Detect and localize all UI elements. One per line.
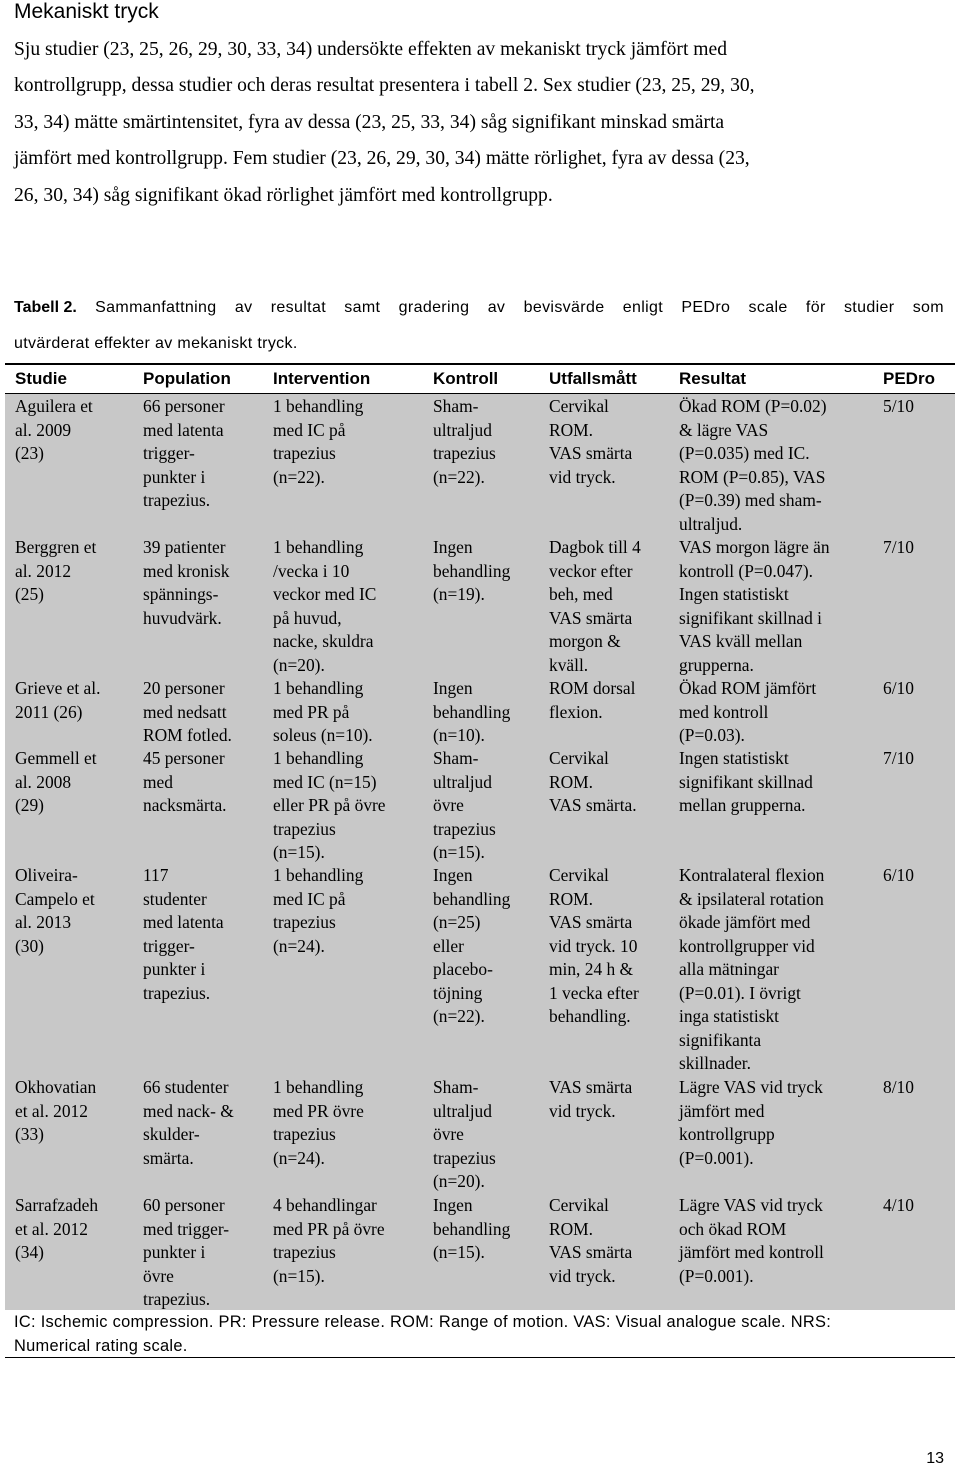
table-cell: Kontralateral flexion & ipsilateral rotation ökade jämfört med kontrollgrupper vid alla mätningar (P=0.01). I övrigt inga statistiskt signifikanta skillnader. [679, 865, 825, 1073]
paragraph-line: 26, 30, 34) såg signifikant ökad rörlighet jämfört med kontrollgrupp. [14, 184, 553, 206]
table-cell: 117 studenter med latenta trigger- punkter i trapezius. [143, 865, 224, 1003]
caption-word: samt [344, 299, 381, 316]
results-table [5, 363, 955, 1310]
table-cell: 1 behandling med IC (n=15) eller PR på övre trapezius (n=15). [273, 748, 386, 862]
page-number: 13 [926, 1450, 944, 1467]
table-cell: 20 personer med nedsatt ROM fotled. [143, 678, 232, 745]
table-cell: Aguilera et al. 2009 (23) [15, 396, 93, 463]
caption-word: gradering [398, 299, 470, 316]
table-cell: Ökad ROM jämfört med kontroll (P=0.03). [679, 678, 817, 745]
table-cell: 6/10 [883, 678, 914, 698]
table-cell: Ingen behandling (n=15). [433, 1195, 511, 1262]
column-header: Utfallsmått [549, 369, 637, 388]
paragraph-line: Sju studier (23, 25, 26, 29, 30, 33, 34) undersökte effekten av mekaniskt tryck jämfört med [14, 39, 728, 60]
table-cell: Gemmell et al. 2008 (29) [15, 748, 97, 815]
table-cell: Cervikal ROM. VAS smärta vid tryck. [549, 1195, 633, 1286]
table-cell: Lägre VAS vid tryck och ökad ROM jämfört med kontroll (P=0.001). [679, 1195, 824, 1286]
table-cell: 1 behandling /vecka i 10 veckor med IC på huvud, nacke, skuldra (n=20). [273, 537, 377, 675]
caption-word: Sammanfattning [95, 299, 217, 316]
table-cell: Okhovatian et al. 2012 (33) [15, 1077, 97, 1144]
table-cell: 7/10 [883, 748, 914, 768]
table-cell: Lägre VAS vid tryck jämfört med kontrollgrupp (P=0.001). [679, 1077, 823, 1168]
column-header: PEDro [883, 369, 935, 388]
table-cell: Sham- ultraljud övre trapezius (n=15). [433, 748, 496, 862]
table-cell: 7/10 [883, 537, 914, 557]
paragraph-line: kontrollgrupp, dessa studier och deras resultat presentera i tabell 2. Sex studier (23, 25, 29, 30, [14, 75, 755, 97]
table-cell: ROM dorsal flexion. [549, 678, 636, 722]
column-header: Resultat [679, 369, 747, 388]
caption-word: enligt [622, 299, 664, 316]
table-cell: Ökad ROM (P=0.02) & lägre VAS (P=0.035) med IC. ROM (P=0.85), VAS (P=0.39) med sham- ultraljud. [679, 396, 827, 534]
column-header: Intervention [273, 369, 371, 388]
table-cell: 60 personer med trigger- punkter i övre trapezius. [143, 1195, 230, 1309]
caption-word: resultat [270, 299, 326, 316]
table-cell: 1 behandling med PR övre trapezius (n=24). [273, 1077, 364, 1168]
table-bottom-rule [5, 1357, 955, 1358]
table-cell: Ingen statistiskt signifikant skillnad mellan grupperna. [679, 748, 813, 815]
table-cell: 39 patienter med kronisk spännings- huvudvärk. [143, 537, 230, 628]
caption-word: som [912, 299, 944, 316]
footnote-line: IC: Ischemic compression. PR: Pressure release. ROM: Range of motion. VAS: Visual analogue scale. NRS: [14, 1313, 832, 1331]
table-cell: Sarrafzadeh et al. 2012 (34) [15, 1195, 99, 1262]
table-cell: Sham- ultraljud trapezius (n=22). [433, 396, 496, 487]
table-cell: VAS morgon lägre än kontroll (P=0.047). Ingen statistiskt signifikant skillnad i VAS kväll mellan grupperna. [679, 537, 830, 675]
table-cell: 5/10 [883, 396, 914, 416]
table-cell: 1 behandling med IC på trapezius (n=22). [273, 396, 364, 487]
table-cell: 66 personer med latenta trigger- punkter i trapezius. [143, 396, 225, 510]
caption-word: för [805, 299, 826, 316]
table-cell: Berggren et al. 2012 (25) [15, 537, 97, 604]
table-cell: 45 personer med nacksmärta. [143, 748, 227, 815]
caption-word: scale [748, 299, 788, 316]
table-cell: Sham- ultraljud övre trapezius (n=20). [433, 1077, 496, 1191]
caption-word: av [234, 299, 253, 316]
table-cell: 1 behandling med PR på soleus (n=10). [273, 678, 373, 745]
table-cell: Ingen behandling (n=19). [433, 537, 511, 604]
column-header: Population [143, 369, 231, 388]
caption-label: Tabell 2. [14, 299, 77, 316]
column-header: Studie [15, 369, 67, 388]
section-paragraph [14, 32, 944, 214]
caption-word: av [487, 299, 506, 316]
table-cell: 66 studenter med nack- & skulder- smärta. [143, 1077, 234, 1168]
paragraph-line: jämfört med kontrollgrupp. Fem studier (23, 26, 29, 30, 34) mätte rörlighet, fyra av dessa (23, [14, 148, 750, 170]
table-cell: 4 behandlingar med PR på övre trapezius (n=15). [273, 1195, 385, 1286]
caption-word: bevisvärde [523, 299, 605, 316]
table-footnote [14, 1310, 944, 1358]
paragraph-line: 33, 34) mätte smärtintensitet, fyra av dessa (23, 25, 33, 34) såg signifikant minskad smärta [14, 111, 725, 133]
table-cell: 4/10 [883, 1195, 914, 1215]
table-cell: Ingen behandling (n=10). [433, 678, 511, 745]
table-cell: Oliveira- Campelo et al. 2013 (30) [15, 865, 95, 956]
table-cell: Grieve et al. 2011 (26) [15, 678, 101, 722]
table-cell: 6/10 [883, 865, 914, 885]
table-header-row [5, 365, 955, 394]
section-heading: Mekaniskt tryck [14, 0, 159, 23]
table-cell: Dagbok till 4 veckor efter beh, med VAS smärta morgon & kväll. [549, 537, 641, 675]
caption-word: PEDro [681, 299, 731, 316]
table-cell: VAS smärta vid tryck. [549, 1077, 633, 1121]
caption-word: studier [843, 299, 895, 316]
table-cell: Ingen behandling (n=25) eller placebo- töjning (n=22). [433, 865, 511, 1026]
column-header: Kontroll [433, 369, 499, 388]
footnote-line: Numerical rating scale. [14, 1337, 188, 1355]
table-cell: 8/10 [883, 1077, 914, 1097]
table-cell: 1 behandling med IC på trapezius (n=24). [273, 865, 364, 956]
caption-line-1 [14, 290, 944, 326]
table-cell: Cervikal ROM. VAS smärta. [549, 748, 637, 815]
caption-line-2: utvärderat effekter av mekaniskt tryck. [14, 335, 298, 352]
table-cell: Cervikal ROM. VAS smärta vid tryck. [549, 396, 633, 487]
table-cell: Cervikal ROM. VAS smärta vid tryck. 10 min, 24 h & 1 vecka efter behandling. [549, 865, 639, 1026]
table-caption [14, 290, 944, 362]
